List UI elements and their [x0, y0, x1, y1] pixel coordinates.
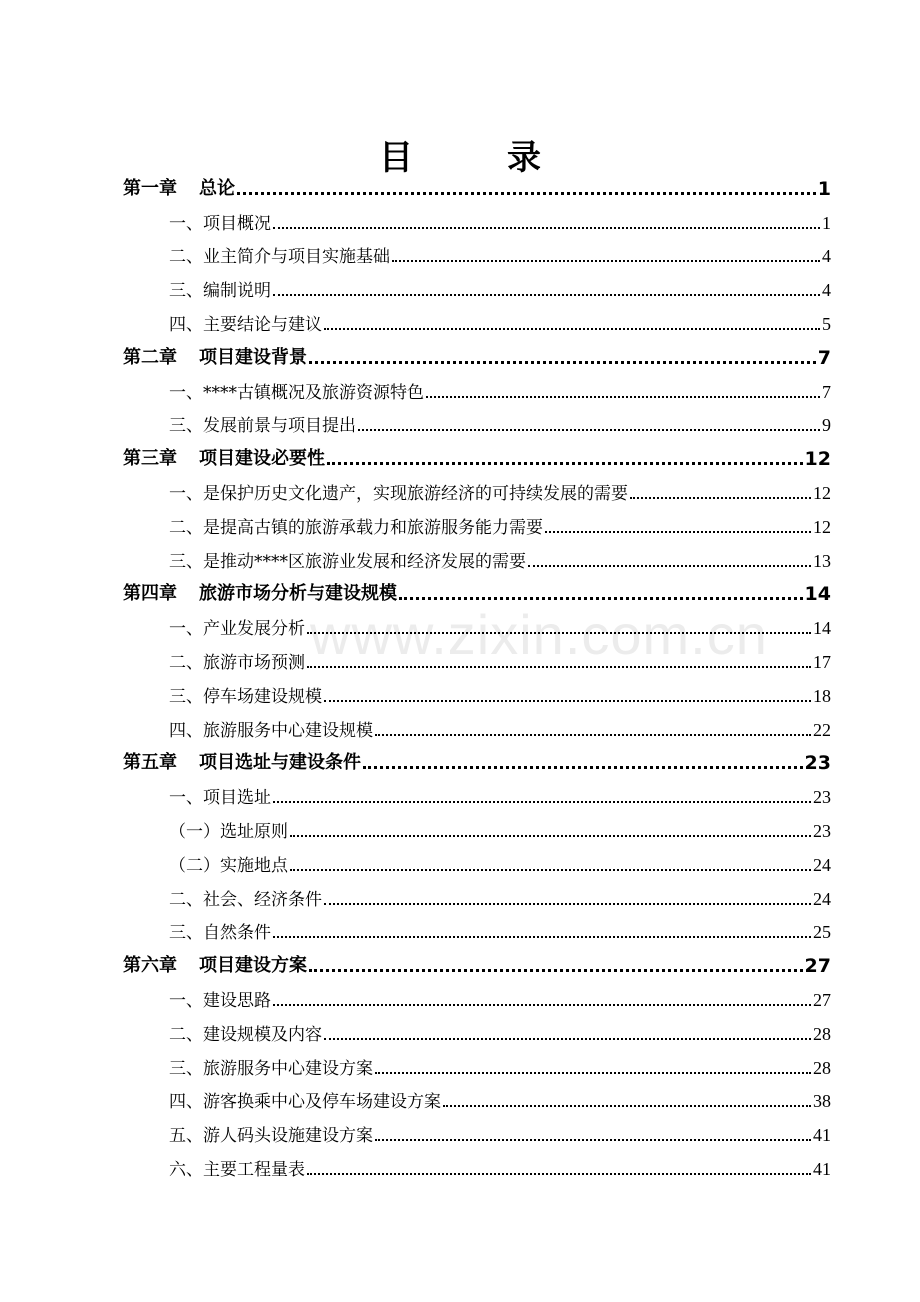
toc-page-number: 27: [804, 955, 831, 978]
toc-page-number: 14: [813, 618, 831, 639]
toc-entry-label: 一、项目选址: [169, 788, 271, 809]
toc-page-number: 18: [813, 685, 831, 706]
dot-leader: [399, 597, 803, 600]
toc-entry-label: [123, 579, 397, 609]
toc-entry-label: 一、建设思路: [169, 990, 271, 1011]
dot-leader: [392, 260, 820, 262]
toc-chapter-number: 第三章: [123, 448, 177, 470]
toc-entry-label: 三、发展前景与项目提出: [169, 416, 356, 437]
toc-entry-label: [123, 343, 307, 373]
toc-chapter-entry[interactable]: [123, 440, 831, 474]
dot-leader: [363, 766, 803, 769]
toc-chapter-number: 第一章: [123, 177, 177, 199]
toc-page-number: 9: [822, 415, 831, 436]
toc-section-entry[interactable]: [123, 271, 831, 305]
toc-entry-label: 一、项目概况: [169, 213, 271, 234]
toc-page-number: 17: [813, 651, 831, 672]
toc-page-number: 41: [813, 1158, 831, 1179]
toc-section-entry[interactable]: [123, 778, 831, 812]
toc-page-number: 5: [822, 313, 831, 334]
dot-leader: [273, 294, 820, 296]
toc-chapter-title: 项目选址与建设条件: [199, 752, 361, 774]
dot-leader: [309, 969, 803, 972]
toc-entry-label: （二）实施地点: [169, 855, 288, 876]
dot-leader: [290, 869, 811, 871]
toc-entry-label: 三、旅游服务中心建设方案: [169, 1058, 373, 1079]
toc-chapter-entry[interactable]: [123, 745, 831, 779]
toc-section-entry[interactable]: [123, 1150, 831, 1184]
toc-page-number: 28: [813, 1023, 831, 1044]
dot-leader: [273, 1004, 811, 1006]
dot-leader: [358, 429, 820, 431]
dot-leader: [324, 1038, 811, 1040]
dot-leader: [237, 192, 816, 195]
dot-leader: [273, 227, 820, 229]
toc-section-entry[interactable]: [123, 1083, 831, 1117]
toc-section-entry[interactable]: [123, 508, 831, 542]
toc-entry-label: 三、是推动****区旅游业发展和经济发展的需要: [169, 551, 526, 572]
toc-chapter-number: 第二章: [123, 346, 177, 368]
toc-page-number: 23: [804, 752, 831, 775]
dot-leader: [307, 632, 811, 634]
dot-leader: [324, 700, 811, 702]
toc-page-number: 41: [813, 1125, 831, 1146]
dot-leader: [273, 801, 811, 803]
dot-leader: [375, 1072, 811, 1074]
toc-chapter-entry[interactable]: [123, 947, 831, 981]
toc-chapter-title: 项目建设必要性: [199, 448, 325, 470]
toc-page-number: 27: [813, 989, 831, 1010]
toc-page-number: 23: [813, 820, 831, 841]
toc-section-entry[interactable]: [123, 542, 831, 576]
toc-page-number: 38: [813, 1091, 831, 1112]
toc-chapter-title: 旅游市场分析与建设规模: [199, 583, 397, 605]
toc-section-entry[interactable]: [123, 407, 831, 441]
toc-page-number: 25: [813, 922, 831, 943]
toc-section-entry[interactable]: [123, 305, 831, 339]
toc-section-entry[interactable]: [123, 204, 831, 238]
toc-section-entry[interactable]: [123, 846, 831, 880]
toc-page-number: 14: [804, 583, 831, 606]
toc-entry-label: 二、社会、经济条件: [169, 889, 322, 910]
dot-leader: [426, 396, 820, 398]
toc-section-entry[interactable]: [123, 238, 831, 272]
toc-section-entry[interactable]: [123, 373, 831, 407]
toc-entry-label: 二、是提高古镇的旅游承载力和旅游服务能力需要: [169, 517, 543, 538]
toc-entry-label: 四、旅游服务中心建设规模: [169, 720, 373, 741]
toc-entry-label: 二、业主简介与项目实施基础: [169, 247, 390, 268]
toc-chapter-entry[interactable]: [123, 576, 831, 610]
toc-page-number: 12: [813, 482, 831, 503]
dot-leader: [273, 936, 811, 938]
toc-entry-label: [123, 174, 235, 204]
toc-entry-label: 三、停车场建设规模: [169, 686, 322, 707]
dot-leader: [528, 565, 811, 567]
toc-entry-label: 一、是保护历史文化遗产，实现旅游经济的可持续发展的需要: [169, 483, 628, 504]
toc-section-entry[interactable]: [123, 711, 831, 745]
toc-entry-label: 三、编制说明: [169, 281, 271, 302]
dot-leader: [307, 666, 811, 668]
toc-entry-label: 二、建设规模及内容: [169, 1024, 322, 1045]
toc-page-number: 22: [813, 719, 831, 740]
toc-page-number: 1: [817, 177, 831, 200]
toc-page-number: 12: [813, 516, 831, 537]
toc-entry-label: [123, 951, 307, 981]
toc-section-entry[interactable]: [123, 1116, 831, 1150]
table-of-contents: [123, 170, 831, 1184]
dot-leader: [327, 462, 803, 465]
dot-leader: [290, 835, 811, 837]
toc-section-entry[interactable]: [123, 677, 831, 711]
toc-section-entry[interactable]: [123, 643, 831, 677]
dot-leader: [375, 1139, 811, 1141]
dot-leader: [443, 1105, 811, 1107]
page-title: 目 录: [379, 138, 571, 178]
toc-page-number: 24: [813, 854, 831, 875]
dot-leader: [307, 1173, 811, 1175]
dot-leader: [309, 361, 816, 364]
toc-entry-label: 四、游客换乘中心及停车场建设方案: [169, 1092, 441, 1113]
dot-leader: [630, 497, 811, 499]
toc-section-entry[interactable]: [123, 1049, 831, 1083]
dot-leader: [324, 328, 820, 330]
toc-page-number: 12: [804, 448, 831, 471]
toc-page-number: 28: [813, 1057, 831, 1078]
toc-chapter-title: 项目建设背景: [199, 346, 307, 368]
toc-chapter-title: 总论: [199, 177, 235, 199]
toc-entry-label: 四、主要结论与建议: [169, 314, 322, 335]
toc-entry-label: [123, 748, 361, 778]
toc-entry-label: 二、旅游市场预测: [169, 652, 305, 673]
toc-page-number: 7: [817, 346, 831, 369]
toc-chapter-entry[interactable]: [123, 170, 831, 204]
toc-entry-label: 五、游人码头设施建设方案: [169, 1126, 373, 1147]
toc-entry-label: 一、****古镇概况及旅游资源特色: [169, 382, 424, 403]
toc-page-number: 13: [813, 550, 831, 571]
toc-chapter-number: 第五章: [123, 752, 177, 774]
toc-section-entry[interactable]: [123, 981, 831, 1015]
dot-leader: [375, 734, 811, 736]
toc-entry-label: 三、自然条件: [169, 923, 271, 944]
toc-entry-label: （一）选址原则: [169, 821, 288, 842]
toc-chapter-entry[interactable]: [123, 339, 831, 373]
toc-page-number: 4: [822, 246, 831, 267]
dot-leader: [545, 531, 811, 533]
toc-section-entry[interactable]: [123, 880, 831, 914]
toc-entry-label: 六、主要工程量表: [169, 1159, 305, 1180]
toc-page-number: 1: [822, 212, 831, 233]
toc-page-number: 23: [813, 787, 831, 808]
toc-chapter-number: 第四章: [123, 583, 177, 605]
watermark: www.zixin.com.cn: [310, 603, 768, 666]
toc-section-entry[interactable]: [123, 1015, 831, 1049]
toc-section-entry[interactable]: [123, 812, 831, 846]
toc-section-entry[interactable]: [123, 914, 831, 948]
toc-page-number: 7: [822, 381, 831, 402]
toc-entry-label: 一、产业发展分析: [169, 619, 305, 640]
toc-page-number: 4: [822, 280, 831, 301]
toc-section-entry[interactable]: [123, 609, 831, 643]
dot-leader: [324, 903, 811, 905]
toc-page-number: 24: [813, 888, 831, 909]
toc-section-entry[interactable]: [123, 474, 831, 508]
toc-entry-label: [123, 444, 325, 474]
toc-chapter-number: 第六章: [123, 955, 177, 977]
toc-chapter-title: 项目建设方案: [199, 955, 307, 977]
